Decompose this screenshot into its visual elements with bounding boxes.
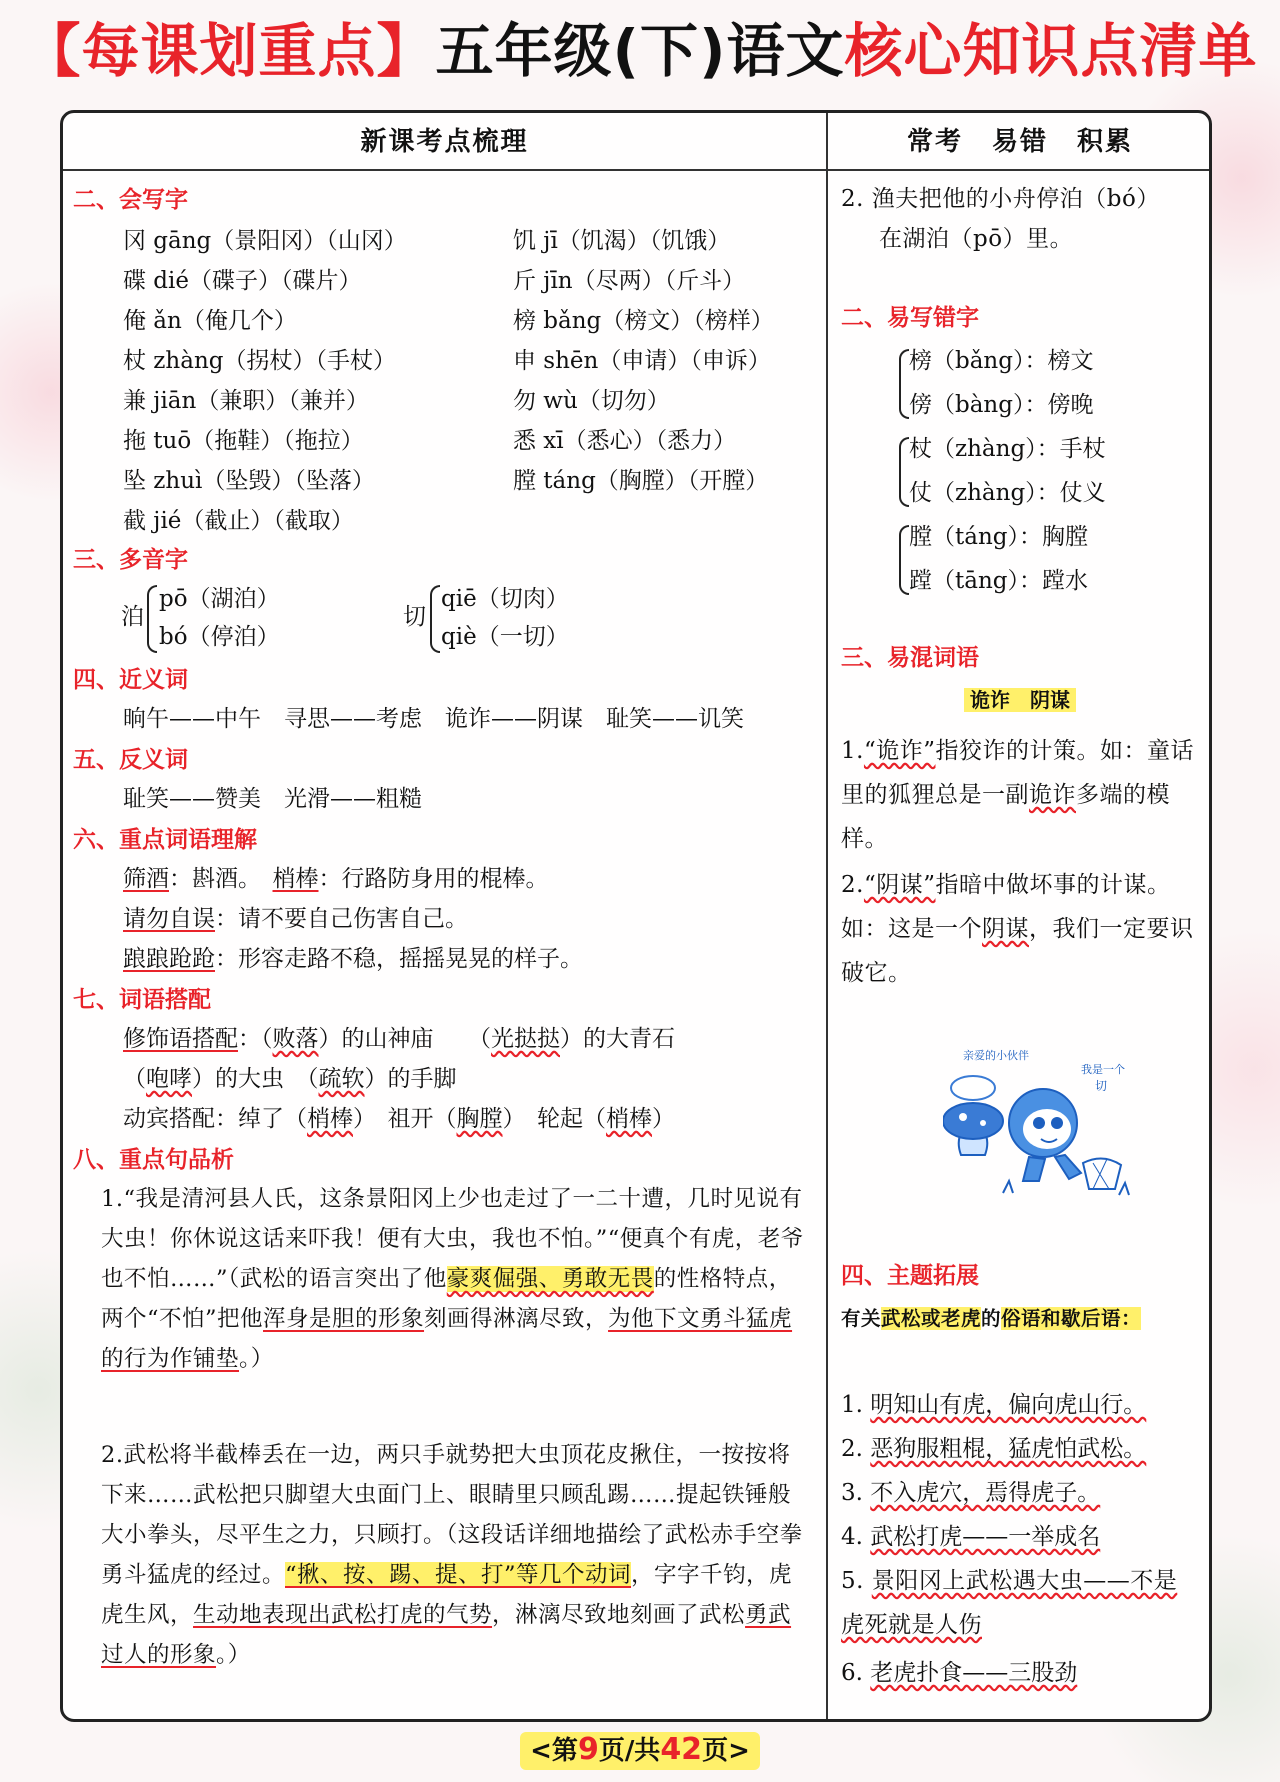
collocation-word: 光挞挞	[491, 1026, 560, 1052]
char-line: 勿 wù（切勿）	[513, 388, 670, 414]
char-line: 兼 jiān（兼职）（兼并）	[123, 388, 369, 414]
key-def: ：请不要自己伤害自己。	[215, 906, 468, 932]
analysis-highlight: “揪、按、踢、提、打”等几个动词	[285, 1562, 632, 1588]
footer-text: <第	[530, 1736, 578, 1766]
collocation-line	[123, 1063, 457, 1095]
section-sentence-analysis-title: 八、重点句品析	[73, 1147, 234, 1173]
char-line: 膛 táng（胸膛）（开膛）	[513, 468, 769, 494]
saying-item: 4. 武松打虎——一举成名	[841, 1524, 1101, 1550]
key-term: 请勿自误	[123, 906, 215, 932]
char-line: 悉 xī（悉心）（悉力）	[513, 428, 737, 454]
example-line: 2. 渔夫把他的小舟停泊（bó）	[841, 186, 1160, 212]
collocation-text: 动宾搭配：绰了（	[123, 1106, 307, 1132]
easy-wrong-line: 榜（bǎng）：榜文	[909, 348, 1094, 374]
analysis-highlight: 豪爽倔强、勇敢无畏	[446, 1266, 654, 1292]
char-line: 碟 dié（碟子）（碟片）	[123, 268, 362, 294]
page-indicator	[520, 1732, 760, 1770]
confusing-text: 指暗中做坏事的计谋。如：这是一个	[841, 872, 1171, 942]
easy-wrong-line: 傍（bàng）：傍晚	[909, 392, 1094, 418]
confusing-text: 指狡诈的计策。如：童话里的狐狸总是一副	[841, 738, 1194, 808]
saying-text: 武松打虎——一举成名	[870, 1524, 1101, 1550]
mascot-caption: 切	[1095, 1079, 1108, 1093]
saying-text: 恶狗服粗棍，猛虎怕武松。	[870, 1436, 1147, 1462]
confusing-pair	[828, 685, 1212, 715]
saying-text: 明知山有虎，偏向虎山行。	[870, 1392, 1147, 1418]
collocation-word: 败落	[272, 1026, 319, 1052]
theme-subtitle	[841, 1299, 1201, 1339]
char-line: 冈 gāng（景阳冈）（山冈）	[123, 228, 407, 254]
confusing-word: 诡诈	[1029, 782, 1076, 808]
key-term: 踉踉跄跄	[123, 946, 215, 972]
collocation-line	[123, 1023, 675, 1055]
theme-highlight: 俗语和歇后语	[1001, 1307, 1122, 1330]
polyphone-reading: qiè（一切）	[441, 624, 569, 650]
analysis-paragraph-1	[101, 1179, 807, 1379]
saying-text: 景阳冈上武松遇大虫——不是虎死就是人伤	[841, 1568, 1178, 1638]
collocation-text: ）的山神庙 （	[318, 1026, 491, 1052]
footer-text: 页>	[702, 1736, 750, 1766]
section-collocation-title: 七、词语搭配	[73, 987, 211, 1013]
confusing-pair-text: 诡诈 阴谋	[964, 688, 1076, 712]
saying-item: 2. 恶狗服粗棍，猛虎怕武松。	[841, 1436, 1147, 1462]
confusing-word: “阴谋”	[863, 872, 936, 898]
section-synonyms-title: 四、近义词	[73, 667, 188, 693]
example-line: 在湖泊（pō）里。	[879, 226, 1074, 252]
saying-item: 6. 老虎扑食——三股劲	[841, 1660, 1078, 1686]
analysis-text: 刻画得淋漓尽致，	[424, 1306, 609, 1332]
section-antonyms-title: 五、反义词	[73, 747, 188, 773]
key-word-line	[123, 903, 468, 935]
easy-wrong-line: 杖（zhàng）：手杖	[909, 436, 1106, 462]
content-card	[60, 110, 1212, 1722]
confusing-word: “诡诈”	[863, 738, 936, 764]
polyphone-reading: pō（湖泊）	[159, 586, 280, 612]
key-term: 筛酒	[123, 866, 169, 892]
confusing-word: 阴谋	[982, 916, 1029, 942]
saying-item: 1. 明知山有虎，偏向虎山行。	[841, 1392, 1147, 1418]
confusing-item-2	[841, 863, 1201, 995]
brace-mark	[430, 585, 440, 653]
section-polyphone-title: 三、多音字	[73, 547, 188, 573]
analysis-underline: 浑身是胆的形象	[263, 1306, 425, 1332]
theme-highlight: 武松或老虎	[881, 1307, 982, 1330]
column-divider	[826, 113, 828, 1719]
easy-wrong-line: 仗（zhàng）：仗义	[909, 480, 1106, 506]
saying-text: 老虎扑食——三股劲	[870, 1660, 1078, 1686]
char-line: 俺 ǎn（俺几个）	[123, 308, 297, 334]
polyphone-reading: qiē（切肉）	[441, 586, 569, 612]
total-page-number: 42	[660, 1732, 703, 1767]
char-line: 坠 zhuì（坠毁）（坠落）	[123, 468, 375, 494]
mascot-caption: 我是一个	[1081, 1063, 1125, 1076]
right-column-header: 常考 易错 积累	[906, 127, 1134, 157]
saying-text: 不入虎穴，焉得虎子。	[870, 1480, 1101, 1506]
mascot-caption: 亲爱的小伙伴	[963, 1049, 1029, 1062]
antonyms-line: 耻笑——赞美 光滑——粗糙	[123, 786, 422, 812]
char-line: 截 jié（截止）（截取）	[123, 508, 354, 534]
key-def: ：形容走路不稳，摇摇晃晃的样子。	[215, 946, 583, 972]
polyphone-char: 切	[403, 604, 426, 630]
analysis-text: 。）	[216, 1642, 251, 1668]
analysis-text: 1.“我是清河县人氏，这条景阳冈上少也走过了一二十遭，几时见说有大虫！你休说这话来吓我！便有大虫，我也不怕。”“便真个有虎，老爷也不怕……”（武松的语言突出了他	[101, 1186, 804, 1292]
collocation-text: ） 祖开（	[353, 1106, 457, 1132]
section-theme-title: 四、主题拓展	[841, 1263, 979, 1289]
easy-wrong-line: 蹚（tāng）：蹚水	[909, 568, 1088, 594]
analysis-text: 2.武松将半截棒丢在一边，两只手就势把大虫顶花皮揪住，一按按将下来……武松把只脚望大虫面门上、眼睛里只顾乱踢……提起铁锤般大小拳头，尽平生之力，只顾打。（这段话详细地描绘了武松赤手空拳勇斗猛虎的经过。	[101, 1442, 803, 1588]
analysis-underline: 为他下文勇斗猛虎的行为作铺垫	[101, 1306, 793, 1372]
key-word-line	[123, 863, 549, 895]
brace-mark	[147, 585, 157, 653]
collocation-word: 梢棒	[606, 1106, 652, 1132]
collocation-text: ）的大青石	[560, 1026, 675, 1052]
footer-text: 页/共	[598, 1736, 661, 1766]
theme-text: ：	[1121, 1307, 1142, 1330]
collocation-text: ）的手脚	[364, 1066, 457, 1092]
char-line: 杖 zhàng（拐杖）（手杖）	[123, 348, 396, 374]
section-confusing-words-title: 三、易混词语	[841, 645, 979, 671]
collocation-text: （	[123, 1066, 146, 1092]
title-topic: 核心知识点清单	[844, 17, 1258, 85]
collocation-line	[123, 1103, 675, 1135]
page-footer	[0, 1730, 1280, 1771]
brace-mark	[899, 525, 909, 595]
char-line: 榜 bǎng（榜文）（榜样）	[513, 308, 774, 334]
saying-item: 5. 景阳冈上武松遇大虫——不是虎死就是人伤	[841, 1568, 1178, 1638]
analysis-text: ，淋漓尽致地刻画了武松	[492, 1602, 746, 1628]
brace-mark	[899, 437, 909, 507]
item-number: 1.	[841, 738, 864, 764]
collocation-text: ）	[652, 1106, 675, 1132]
collocation-text: ）的大虫 （	[192, 1066, 319, 1092]
analysis-underline: 生动地表现出武松打虎的气势	[193, 1602, 493, 1628]
polyphone-example	[841, 179, 1201, 259]
key-def: ：斟酒。	[169, 866, 273, 892]
analysis-underline: 勇武过人的形象	[101, 1602, 792, 1668]
key-term: 梢棒	[272, 866, 319, 892]
confusing-text: 多端的模样。	[841, 782, 1170, 852]
key-def: ：行路防身用的棍棒。	[318, 866, 549, 892]
confusing-item-1	[841, 729, 1201, 861]
mascot-illustration	[943, 1043, 1143, 1203]
analysis-text: 的性格特点，两个“不怕”把他	[101, 1266, 792, 1332]
polyphone-char: 泊	[121, 604, 144, 630]
collocation-word: 胸膛	[456, 1106, 503, 1132]
collocation-text: ） 轮起（	[502, 1106, 606, 1132]
current-page-number: 9	[577, 1732, 599, 1767]
theme-text: 的	[981, 1307, 1002, 1330]
easy-wrong-line: 膛（táng）：胸膛	[909, 524, 1088, 550]
key-word-line	[123, 943, 583, 975]
polyphone-reading: bó（停泊）	[159, 624, 280, 650]
collocation-word: 梢棒	[307, 1106, 353, 1132]
char-line: 斤 jīn（尽两）（斤斗）	[513, 268, 746, 294]
collocation-label: 修饰语搭配	[123, 1026, 238, 1052]
theme-text: 有关	[841, 1307, 882, 1330]
confusing-text: ，我们一定要识破它。	[841, 916, 1194, 986]
analysis-text: ，字字千钧，虎虎生风，	[101, 1562, 793, 1628]
char-line: 申 shēn（申请）（申诉）	[513, 348, 771, 374]
section-easy-wrong-title: 二、易写错字	[841, 305, 979, 331]
item-number: 2.	[841, 872, 864, 898]
collocation-word: 咆哮	[146, 1066, 192, 1092]
left-column-header: 新课考点梳理	[360, 127, 529, 157]
header-divider	[63, 169, 1209, 171]
page-title	[0, 6, 1280, 96]
section-key-words-title: 六、重点词语理解	[73, 827, 257, 853]
collocation-text: ：（	[238, 1026, 273, 1052]
analysis-text: 。）	[239, 1346, 274, 1372]
char-line: 拖 tuō（拖鞋）（拖拉）	[123, 428, 364, 454]
title-tag: 【每课划重点】	[22, 17, 436, 85]
section-writing-chars-title: 二、会写字	[73, 187, 188, 213]
synonyms-line: 晌午——中午 寻思——考虑 诡诈——阴谋 耻笑——讥笑	[123, 706, 744, 732]
brace-mark	[899, 349, 909, 419]
char-line: 饥 jī（饥渴）（饥饿）	[513, 228, 731, 254]
title-grade: 五年级(下)语文	[435, 17, 845, 85]
analysis-paragraph-2	[101, 1435, 807, 1675]
saying-item: 3. 不入虎穴，焉得虎子。	[841, 1480, 1101, 1506]
collocation-word: 疏软	[318, 1066, 365, 1092]
